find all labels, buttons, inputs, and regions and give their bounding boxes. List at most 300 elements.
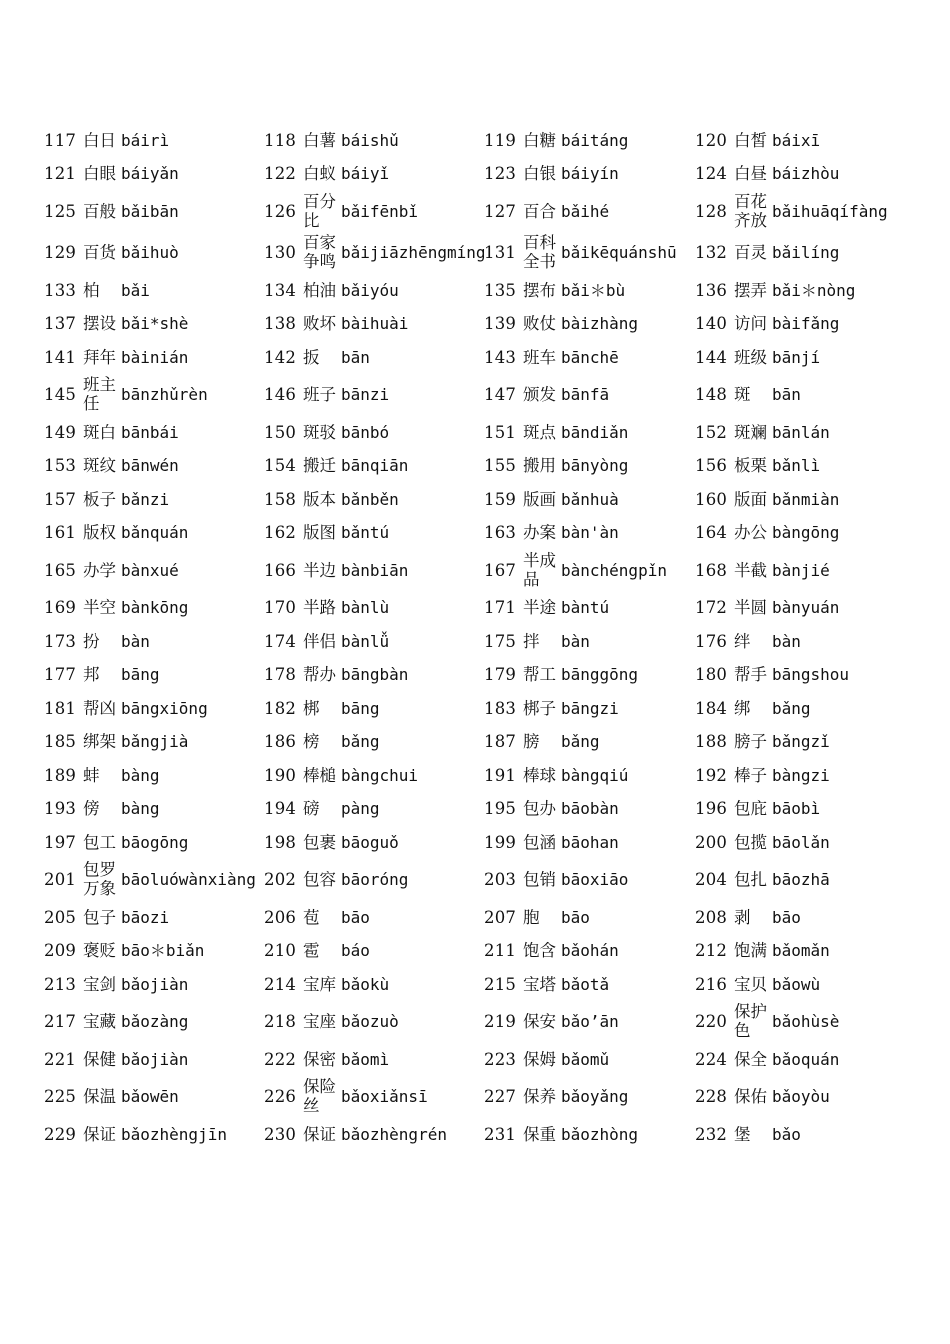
entry-hanzi: 绑 xyxy=(734,698,751,718)
vocab-entry xyxy=(695,233,905,275)
entry-pinyin: bàifǎng xyxy=(772,314,840,334)
entry-hanzi: 白薯 xyxy=(303,130,336,150)
entry-hanzi: 保温 xyxy=(83,1087,116,1107)
entry-pinyin: bǎi＊nòng xyxy=(772,280,856,300)
entry-hanzi: 半途 xyxy=(523,598,556,618)
vocab-entry xyxy=(484,901,695,935)
entry-pinyin: bāozi xyxy=(121,907,170,927)
vocab-entry xyxy=(44,860,264,902)
entry-pinyin: bāng xyxy=(121,665,160,685)
entry-pinyin: bǎnhuà xyxy=(561,489,619,509)
entry-number: 176 xyxy=(695,631,728,651)
entry-number: 166 xyxy=(264,560,297,580)
entry-hanzi: 版面 xyxy=(734,489,767,509)
vocab-entry xyxy=(264,158,484,192)
entry-number: 122 xyxy=(264,164,297,184)
vocab-entry xyxy=(264,124,484,158)
entry-pinyin: bǎozuò xyxy=(341,1012,399,1032)
entry-number: 173 xyxy=(44,631,77,651)
entry-pinyin: pàng xyxy=(341,799,380,819)
entry-number: 197 xyxy=(44,832,77,852)
vocab-entry xyxy=(484,793,695,827)
vocab-entry xyxy=(264,191,484,233)
entry-number: 192 xyxy=(695,765,728,785)
entry-pinyin: bàng xyxy=(121,799,160,819)
entry-pinyin: bānfā xyxy=(561,385,610,405)
entry-hanzi: 班级 xyxy=(734,347,767,367)
vocab-entry xyxy=(484,124,695,158)
entry-pinyin: bǎngjià xyxy=(121,732,189,752)
entry-pinyin: bàngqiú xyxy=(561,765,629,785)
vocab-entry xyxy=(695,1077,905,1119)
vocab-entry xyxy=(264,826,484,860)
table-row xyxy=(44,375,905,417)
entry-pinyin: bàinián xyxy=(121,347,189,367)
entry-pinyin: bānzi xyxy=(341,385,390,405)
entry-pinyin: bǎomǎn xyxy=(772,941,830,961)
entry-hanzi: 摆弄 xyxy=(734,280,767,300)
entry-number: 232 xyxy=(695,1124,728,1144)
entry-pinyin: bǎi*shè xyxy=(121,314,189,334)
entry-number: 161 xyxy=(44,523,77,543)
table-row xyxy=(44,483,905,517)
vocab-entry xyxy=(44,1002,264,1044)
entry-number: 149 xyxy=(44,422,77,442)
vocab-entry xyxy=(44,1077,264,1119)
entry-pinyin: bǎnmiàn xyxy=(772,489,840,509)
entry-number: 146 xyxy=(264,385,297,405)
entry-number: 223 xyxy=(484,1049,517,1069)
entry-hanzi: 保健 xyxy=(83,1049,116,1069)
vocab-entry xyxy=(44,592,264,626)
entry-hanzi: 苞 xyxy=(303,907,320,927)
entry-number: 140 xyxy=(695,314,728,334)
entry-hanzi: 伴侣 xyxy=(303,631,336,651)
entry-number: 117 xyxy=(44,130,77,150)
entry-pinyin: bāolǎn xyxy=(772,832,830,852)
entry-pinyin: bāngzi xyxy=(561,698,619,718)
entry-hanzi: 百科全书 xyxy=(523,233,556,272)
vocab-entry xyxy=(484,550,695,592)
table-row xyxy=(44,1118,905,1152)
vocab-entry xyxy=(44,692,264,726)
vocab-entry xyxy=(484,375,695,417)
entry-hanzi: 宝座 xyxy=(303,1012,336,1032)
table-row xyxy=(44,308,905,342)
vocab-entry xyxy=(264,625,484,659)
vocab-entry xyxy=(264,793,484,827)
entry-hanzi: 办学 xyxy=(83,560,116,580)
entry-pinyin: bānjí xyxy=(772,347,821,367)
entry-pinyin: bǎngzǐ xyxy=(772,732,830,752)
entry-hanzi: 包销 xyxy=(523,870,556,890)
entry-pinyin: bāozhā xyxy=(772,870,830,890)
entry-number: 217 xyxy=(44,1012,77,1032)
vocab-entry xyxy=(44,793,264,827)
entry-hanzi: 邦 xyxy=(83,665,100,685)
vocab-entry xyxy=(264,450,484,484)
entry-number: 134 xyxy=(264,280,297,300)
entry-pinyin: bāo＊biǎn xyxy=(121,941,205,961)
entry-pinyin: bāngxiōng xyxy=(121,698,208,718)
vocab-entry xyxy=(264,901,484,935)
entry-number: 186 xyxy=(264,732,297,752)
entry-hanzi: 宝藏 xyxy=(83,1012,116,1032)
vocab-entry xyxy=(484,726,695,760)
vocab-entry xyxy=(44,625,264,659)
entry-number: 136 xyxy=(695,280,728,300)
vocab-entry xyxy=(484,158,695,192)
vocab-entry xyxy=(484,826,695,860)
entry-number: 212 xyxy=(695,941,728,961)
vocab-entry xyxy=(484,592,695,626)
entry-number: 130 xyxy=(264,243,297,263)
entry-number: 180 xyxy=(695,665,728,685)
entry-pinyin: bāo xyxy=(772,907,801,927)
entry-number: 188 xyxy=(695,732,728,752)
entry-hanzi: 半成品 xyxy=(523,550,556,589)
entry-hanzi: 帮凶 xyxy=(83,698,116,718)
table-row xyxy=(44,1002,905,1044)
entry-number: 156 xyxy=(695,456,728,476)
vocab-entry xyxy=(264,659,484,693)
entry-number: 206 xyxy=(264,907,297,927)
entry-pinyin: bǎng xyxy=(561,732,600,752)
entry-number: 221 xyxy=(44,1049,77,1069)
entry-number: 162 xyxy=(264,523,297,543)
entry-number: 190 xyxy=(264,765,297,785)
entry-pinyin: bǎohùsè xyxy=(772,1012,840,1032)
vocab-entry xyxy=(264,1002,484,1044)
table-row xyxy=(44,416,905,450)
entry-hanzi: 班车 xyxy=(523,347,556,367)
entry-hanzi: 绑架 xyxy=(83,732,116,752)
entry-number: 203 xyxy=(484,870,517,890)
entry-hanzi: 拌 xyxy=(523,631,540,651)
entry-pinyin: bǎihé xyxy=(561,201,610,221)
vocab-entry xyxy=(695,793,905,827)
vocab-entry xyxy=(695,726,905,760)
entry-number: 127 xyxy=(484,201,517,221)
vocab-entry xyxy=(695,517,905,551)
vocab-entry xyxy=(264,692,484,726)
vocab-entry xyxy=(695,692,905,726)
table-row xyxy=(44,625,905,659)
vocab-entry xyxy=(484,1002,695,1044)
vocab-entry xyxy=(695,592,905,626)
entry-number: 185 xyxy=(44,732,77,752)
vocab-entry xyxy=(264,308,484,342)
entry-number: 171 xyxy=(484,598,517,618)
vocab-entry xyxy=(695,308,905,342)
entry-number: 121 xyxy=(44,164,77,184)
entry-number: 216 xyxy=(695,974,728,994)
vocab-entry xyxy=(484,233,695,275)
vocab-entry xyxy=(695,124,905,158)
entry-pinyin: bǎozhèngjīn xyxy=(121,1124,227,1144)
entry-hanzi: 百分比 xyxy=(303,191,336,230)
entry-number: 165 xyxy=(44,560,77,580)
entry-hanzi: 搬用 xyxy=(523,456,556,476)
entry-pinyin: bǎiyóu xyxy=(341,280,399,300)
entry-pinyin: báizhòu xyxy=(772,164,840,184)
entry-number: 229 xyxy=(44,1124,77,1144)
entry-pinyin: bǎowēn xyxy=(121,1087,179,1107)
vocab-entry xyxy=(44,450,264,484)
entry-pinyin: bàngchui xyxy=(341,765,419,785)
entry-hanzi: 包工 xyxy=(83,832,116,852)
entry-hanzi: 梆 xyxy=(303,698,320,718)
entry-pinyin: bànbiān xyxy=(341,560,409,580)
entry-number: 172 xyxy=(695,598,728,618)
entry-number: 191 xyxy=(484,765,517,785)
vocabulary-table xyxy=(44,124,905,1152)
entry-hanzi: 包扎 xyxy=(734,870,767,890)
entry-hanzi: 宝塔 xyxy=(523,974,556,994)
vocab-entry xyxy=(44,158,264,192)
vocab-entry xyxy=(484,1077,695,1119)
entry-number: 120 xyxy=(695,130,728,150)
vocab-entry xyxy=(695,158,905,192)
entry-number: 153 xyxy=(44,456,77,476)
entry-number: 151 xyxy=(484,422,517,442)
entry-pinyin: bāngbàn xyxy=(341,665,409,685)
entry-pinyin: bānqiān xyxy=(341,456,409,476)
vocab-entry xyxy=(44,191,264,233)
entry-number: 181 xyxy=(44,698,77,718)
entry-number: 189 xyxy=(44,765,77,785)
entry-hanzi: 雹 xyxy=(303,941,320,961)
entry-pinyin: bān xyxy=(341,347,370,367)
entry-pinyin: bǎowù xyxy=(772,974,821,994)
entry-number: 174 xyxy=(264,631,297,651)
entry-hanzi: 白眼 xyxy=(83,164,116,184)
entry-number: 228 xyxy=(695,1087,728,1107)
entry-hanzi: 柏油 xyxy=(303,280,336,300)
entry-hanzi: 版图 xyxy=(303,523,336,543)
entry-pinyin: bāogōng xyxy=(121,832,189,852)
entry-hanzi: 帮办 xyxy=(303,665,336,685)
entry-pinyin: bàng xyxy=(121,765,160,785)
vocab-entry xyxy=(44,483,264,517)
entry-pinyin: bānlán xyxy=(772,422,830,442)
table-row xyxy=(44,191,905,233)
entry-number: 135 xyxy=(484,280,517,300)
entry-pinyin: bānbó xyxy=(341,422,390,442)
entry-pinyin: bǎifēnbǐ xyxy=(341,201,419,221)
entry-number: 145 xyxy=(44,385,77,405)
entry-pinyin: báiyín xyxy=(561,164,619,184)
entry-hanzi: 宝贝 xyxy=(734,974,767,994)
entry-pinyin: bāoxiāo xyxy=(561,870,629,890)
entry-hanzi: 版权 xyxy=(83,523,116,543)
entry-pinyin: bǎnlì xyxy=(772,456,821,476)
entry-number: 193 xyxy=(44,799,77,819)
entry-number: 187 xyxy=(484,732,517,752)
entry-pinyin: báixī xyxy=(772,130,821,150)
vocab-entry xyxy=(484,416,695,450)
entry-pinyin: bānzhǔrèn xyxy=(121,385,208,405)
vocab-entry xyxy=(264,759,484,793)
entry-hanzi: 保护色 xyxy=(734,1002,767,1041)
entry-number: 125 xyxy=(44,201,77,221)
entry-hanzi: 保全 xyxy=(734,1049,767,1069)
entry-number: 201 xyxy=(44,870,77,890)
entry-hanzi: 半边 xyxy=(303,560,336,580)
entry-pinyin: bǎntú xyxy=(341,523,390,543)
entry-number: 118 xyxy=(264,130,297,150)
vocab-entry xyxy=(44,935,264,969)
entry-hanzi: 斑白 xyxy=(83,422,116,442)
entry-number: 175 xyxy=(484,631,517,651)
entry-pinyin: bāobàn xyxy=(561,799,619,819)
entry-number: 157 xyxy=(44,489,77,509)
table-row xyxy=(44,759,905,793)
entry-hanzi: 饱含 xyxy=(523,941,556,961)
entry-pinyin: bǎng xyxy=(341,732,380,752)
entry-number: 169 xyxy=(44,598,77,618)
entry-number: 222 xyxy=(264,1049,297,1069)
entry-number: 150 xyxy=(264,422,297,442)
table-row xyxy=(44,124,905,158)
table-row xyxy=(44,692,905,726)
vocab-entry xyxy=(695,1002,905,1044)
entry-number: 167 xyxy=(484,560,517,580)
entry-hanzi: 保密 xyxy=(303,1049,336,1069)
entry-number: 129 xyxy=(44,243,77,263)
entry-pinyin: bànxué xyxy=(121,560,179,580)
entry-hanzi: 保险丝 xyxy=(303,1077,336,1116)
entry-pinyin: bàngzi xyxy=(772,765,830,785)
entry-pinyin: bāngshou xyxy=(772,665,850,685)
entry-number: 231 xyxy=(484,1124,517,1144)
entry-pinyin: báishǔ xyxy=(341,130,399,150)
entry-number: 158 xyxy=(264,489,297,509)
entry-hanzi: 帮手 xyxy=(734,665,767,685)
entry-number: 183 xyxy=(484,698,517,718)
entry-pinyin: bǎomì xyxy=(341,1049,390,1069)
entry-number: 195 xyxy=(484,799,517,819)
entry-hanzi: 包裹 xyxy=(303,832,336,852)
entry-hanzi: 半空 xyxy=(83,598,116,618)
vocab-entry xyxy=(695,826,905,860)
vocab-entry xyxy=(44,826,264,860)
vocab-entry xyxy=(695,968,905,1002)
vocab-entry xyxy=(484,935,695,969)
entry-pinyin: bāoróng xyxy=(341,870,409,890)
table-row xyxy=(44,550,905,592)
entry-hanzi: 绊 xyxy=(734,631,751,651)
vocab-entry xyxy=(695,659,905,693)
entry-number: 132 xyxy=(695,243,728,263)
vocab-entry xyxy=(44,1043,264,1077)
vocab-entry xyxy=(484,341,695,375)
table-row xyxy=(44,592,905,626)
entry-hanzi: 百花齐放 xyxy=(734,191,767,230)
entry-hanzi: 败仗 xyxy=(523,314,556,334)
entry-pinyin: bānwén xyxy=(121,456,179,476)
entry-pinyin: bǎo’ān xyxy=(561,1012,619,1032)
entry-hanzi: 包庇 xyxy=(734,799,767,819)
vocab-entry xyxy=(484,274,695,308)
vocab-entry xyxy=(264,1118,484,1152)
table-row xyxy=(44,968,905,1002)
entry-hanzi: 半路 xyxy=(303,598,336,618)
vocab-entry xyxy=(264,274,484,308)
entry-hanzi: 白蚁 xyxy=(303,164,336,184)
entry-pinyin: bǎoquán xyxy=(772,1049,840,1069)
entry-number: 220 xyxy=(695,1012,728,1032)
entry-number: 144 xyxy=(695,347,728,367)
vocab-entry xyxy=(695,759,905,793)
entry-hanzi: 百般 xyxy=(83,201,116,221)
entry-number: 178 xyxy=(264,665,297,685)
entry-pinyin: báitáng xyxy=(561,130,629,150)
entry-hanzi: 包涵 xyxy=(523,832,556,852)
table-row xyxy=(44,826,905,860)
entry-pinyin: bǎnběn xyxy=(341,489,399,509)
entry-pinyin: bànkōng xyxy=(121,598,189,618)
vocab-entry xyxy=(264,341,484,375)
entry-number: 226 xyxy=(264,1087,297,1107)
entry-hanzi: 保重 xyxy=(523,1124,556,1144)
entry-hanzi: 剥 xyxy=(734,907,751,927)
vocab-entry xyxy=(264,935,484,969)
vocab-entry xyxy=(44,124,264,158)
entry-pinyin: báiyǐ xyxy=(341,164,390,184)
entry-number: 211 xyxy=(484,941,517,961)
entry-pinyin: bānchē xyxy=(561,347,619,367)
entry-pinyin: bàntú xyxy=(561,598,610,618)
entry-pinyin: bāng xyxy=(341,698,380,718)
entry-hanzi: 斑点 xyxy=(523,422,556,442)
entry-pinyin: bānbái xyxy=(121,422,179,442)
vocab-entry xyxy=(264,860,484,902)
entry-number: 164 xyxy=(695,523,728,543)
entry-hanzi: 板栗 xyxy=(734,456,767,476)
vocab-entry xyxy=(44,375,264,417)
entry-hanzi: 柏 xyxy=(83,280,100,300)
vocab-entry xyxy=(484,517,695,551)
entry-pinyin: bǎoyǎng xyxy=(561,1087,629,1107)
entry-number: 131 xyxy=(484,243,517,263)
entry-hanzi: 保佑 xyxy=(734,1087,767,1107)
entry-hanzi: 保证 xyxy=(303,1124,336,1144)
entry-hanzi: 榜 xyxy=(303,732,320,752)
vocab-entry xyxy=(695,1043,905,1077)
entry-hanzi: 堡 xyxy=(734,1124,751,1144)
entry-number: 155 xyxy=(484,456,517,476)
vocab-entry xyxy=(484,191,695,233)
vocab-entry xyxy=(484,625,695,659)
vocab-entry xyxy=(484,308,695,342)
vocab-entry xyxy=(44,416,264,450)
entry-number: 218 xyxy=(264,1012,297,1032)
entry-hanzi: 斑纹 xyxy=(83,456,116,476)
entry-number: 163 xyxy=(484,523,517,543)
entry-number: 148 xyxy=(695,385,728,405)
entry-hanzi: 包办 xyxy=(523,799,556,819)
vocab-entry xyxy=(695,416,905,450)
entry-hanzi: 斑 xyxy=(734,385,751,405)
entry-hanzi: 访问 xyxy=(734,314,767,334)
entry-hanzi: 颁发 xyxy=(523,385,556,405)
entry-hanzi: 膀 xyxy=(523,732,540,752)
entry-number: 147 xyxy=(484,385,517,405)
entry-number: 199 xyxy=(484,832,517,852)
entry-hanzi: 半圆 xyxy=(734,598,767,618)
vocab-entry xyxy=(44,901,264,935)
